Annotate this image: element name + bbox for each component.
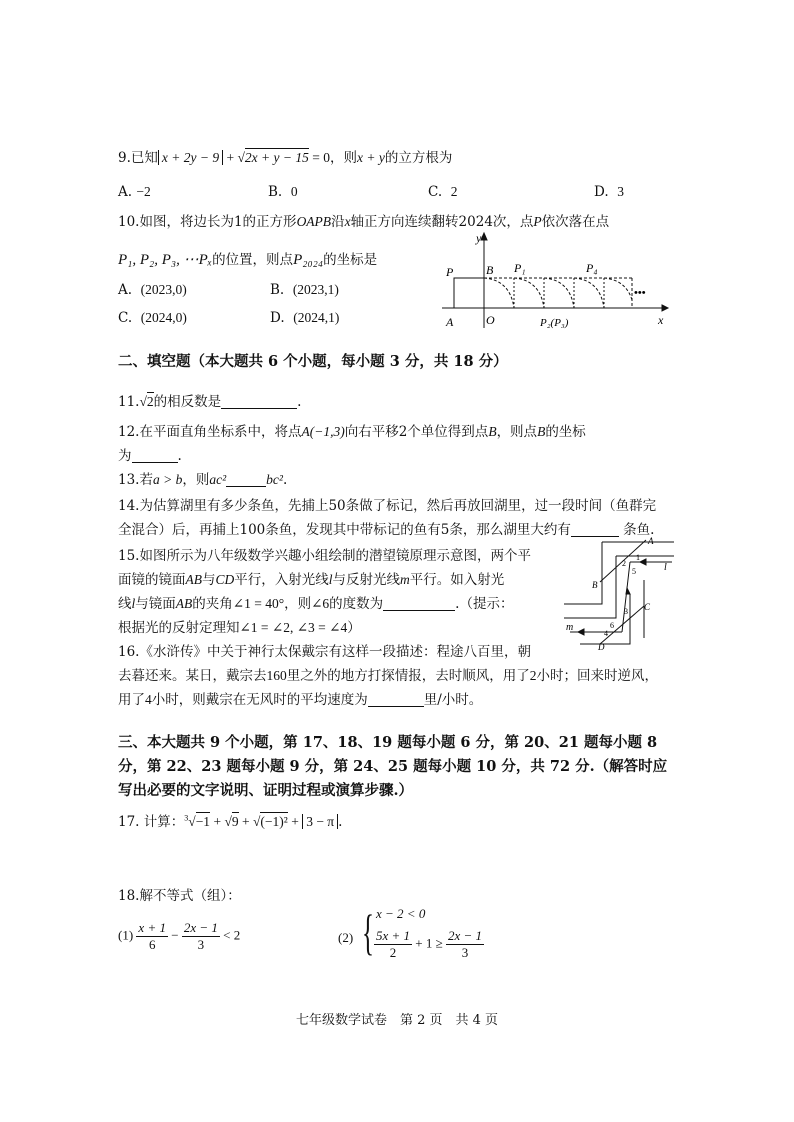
q14-answer-blank[interactable] [571, 523, 619, 538]
label-C: C [644, 602, 651, 612]
q13: 13.若a > b，则ac² bc². [118, 472, 288, 488]
num-6: 6 [610, 621, 614, 630]
q10-stem-line2: P₁, P₂, P₃, ⋯Pₓ的位置，则点P₂₀₂₄的坐标是 [118, 252, 378, 268]
label-D: D [598, 642, 605, 652]
roll-arc-5 [604, 278, 632, 300]
q10-figure [436, 228, 672, 334]
q9-stem: 9.已知 x + 2y − 9 + √2x + y − 15 = 0，则x + y的立方根为 [118, 150, 453, 166]
num-2: 2 [622, 559, 626, 568]
label-x: x [658, 313, 664, 327]
q18-part2-label: (2) [338, 930, 354, 945]
roll-arc-3 [544, 278, 574, 308]
q9-option-d[interactable]: D. 3 [594, 184, 624, 200]
label-b: B [486, 263, 494, 277]
q18-part2-line1: x − 2 < 0 [376, 906, 426, 921]
label-p4: P₄ [586, 261, 598, 275]
num-3: 3 [624, 607, 628, 616]
q16-answer-blank[interactable] [368, 693, 424, 708]
q15-line4: 根据光的反射定理知∠1 = ∠2, ∠3 = ∠4） [118, 620, 361, 636]
q10-option-d[interactable]: D. (2024,1) [270, 310, 340, 326]
q18-part1: (1) $\frac{x + 1}{6}$ − $\frac{2x - 1}{3}$ < 2 [118, 920, 241, 952]
square-oapb [454, 278, 484, 308]
label-p2p3: P₂(P₃) [540, 317, 569, 329]
section3-line3: 写出必要的文字说明、证明过程或演算步骤.） [118, 782, 414, 799]
q18-title: 18.解不等式（组）： [118, 888, 241, 904]
q9-option-c[interactable]: C. 2 [428, 184, 458, 200]
q10-option-b[interactable]: B. (2023,1) [270, 282, 339, 298]
q12-line2: 为 . [118, 448, 182, 464]
section3-line1: 三、本大题共 9 个小题，第 17、18、19 题每小题 6 分，第 20、21 题每小题 8 [118, 734, 658, 751]
label-o: O [486, 313, 495, 327]
q9-option-a[interactable]: A. −2 [118, 184, 151, 200]
num-4: 4 [604, 629, 608, 638]
mirror-cd [600, 606, 644, 644]
label-p: P [446, 265, 454, 279]
label-B: B [592, 580, 598, 590]
num-5: 5 [632, 567, 636, 576]
q18-part2-line2: $\frac{5x + 1}{2}$ + 1 ≥ $\frac{2x - 1}{3}$ [376, 928, 483, 960]
q15-line2: 面镜的镜面AB与CD平行，入射光线l与反射光线m平行。如入射光 [118, 572, 505, 588]
x-axis-arrow [662, 305, 668, 311]
q10-option-a[interactable]: A. (2023,0) [118, 282, 187, 298]
q14-line1: 14.为估算湖里有多少条鱼，先捕上50条做了标记，然后再放回湖里，过一段时间（鱼群完 [118, 498, 657, 514]
q17: 17. 计算：$^3$√−1 + √9 + √(−1)² + 3 − π . [118, 813, 343, 830]
q9-option-b[interactable]: B. 0 [268, 184, 298, 200]
q18-part2-brace: { [362, 904, 374, 960]
label-dots: ••• [634, 287, 646, 299]
q12-line1: 12.在平面直角坐标系中，将点A(−1,3)向右平移2个单位得到点B，则点B的坐标 [118, 424, 586, 440]
q12-answer-blank[interactable] [132, 449, 178, 464]
q15-line1: 15.如图所示为八年级数学兴趣小组绘制的潜望镜原理示意图，两个平 [118, 548, 531, 564]
label-a: A [446, 315, 454, 329]
y-axis-arrow [481, 233, 487, 240]
num-1: 1 [636, 553, 640, 562]
q13-answer-blank[interactable] [226, 473, 266, 488]
roll-arc-2 [514, 278, 544, 308]
label-A: A [648, 536, 654, 546]
q10-option-c[interactable]: C. (2024,0) [118, 310, 187, 326]
q15-answer-blank[interactable] [383, 597, 455, 612]
q15-line3: 线l与镜面AB的夹角∠1 = 40°，则∠6的度数为 .（提示： [118, 596, 514, 612]
q11: 11.√2的相反数是 . [118, 394, 302, 410]
q10-stem-line1: 10.如图，将边长为1的正方形OAPB沿x轴正方向连续翻转2024次，点P依次落在点 [118, 214, 610, 230]
section3-line2: 分，第 22、23 题每小题 9 分，第 24、25 题每小题 10 分，共 72 分.（解答时应 [118, 758, 668, 775]
label-p1: P₁ [514, 261, 526, 275]
roll-arc-1 [484, 278, 514, 308]
q16-line1: 16.《水浒传》中关于神行太保戴宗有这样一段描述：程途八百里，朝 [118, 644, 531, 660]
page-footer: 七年级数学试卷 第 2 页 共 4 页 [295, 1013, 499, 1028]
label-m: m [566, 622, 574, 633]
q14-line2: 全混合）后，再捕上100条鱼，发现其中带标记的鱼有5条，那么湖里大约有 条鱼. [118, 522, 655, 538]
roll-arc-4 [574, 278, 604, 308]
q11-answer-blank[interactable] [221, 395, 297, 410]
label-l: l [664, 562, 667, 573]
q16-line3: 用了4小时，则戴宗在无风时的平均速度为 里/小时。 [118, 692, 483, 708]
section2-title: 二、填空题（本大题共 6 个小题，每小题 3 分，共 18 分） [118, 353, 508, 370]
label-y: y [476, 231, 482, 245]
q16-line2: 去暮还来。某日，戴宗去160里之外的地方打探情报，去时顺风，用了2小时；回来时逆风， [118, 668, 658, 684]
q15-figure [560, 536, 684, 652]
